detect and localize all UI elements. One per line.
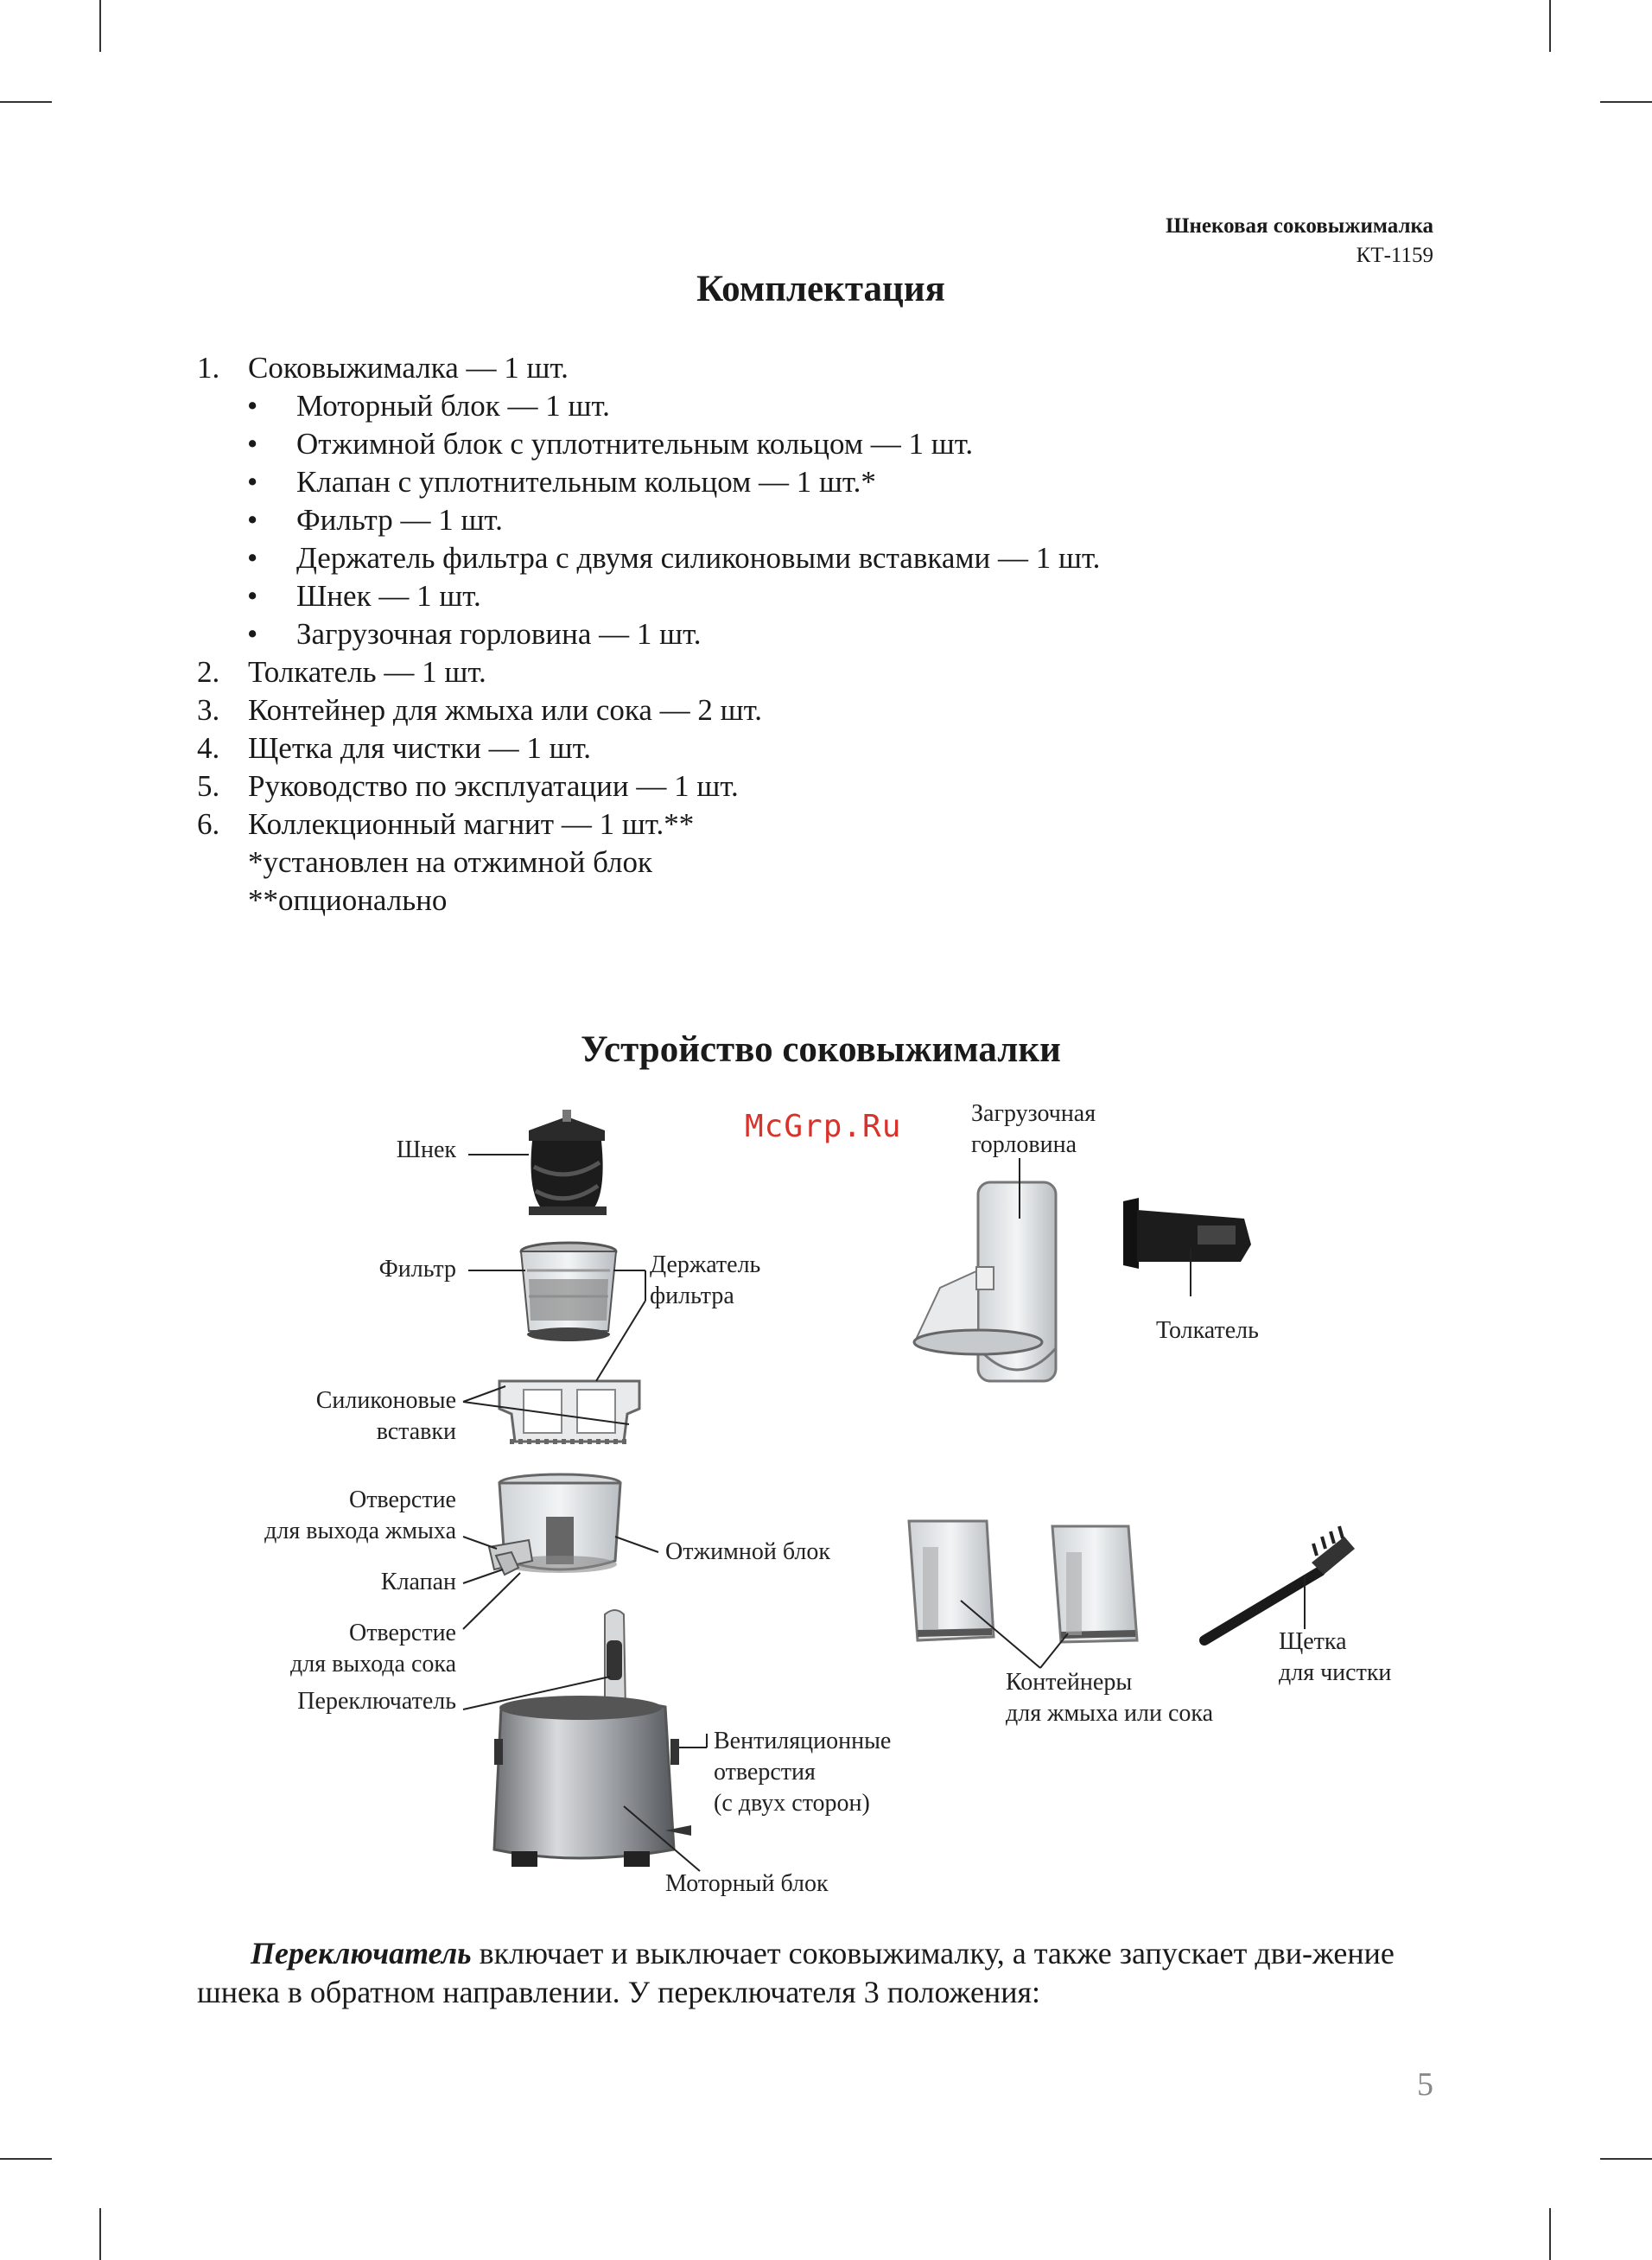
containers-illustration xyxy=(909,1521,1137,1642)
page-number: 5 xyxy=(1417,2066,1433,2103)
switch-term: Переключатель xyxy=(251,1936,472,1970)
label-juice-outlet-line2: для выхода сока xyxy=(290,1651,456,1677)
label-silicone-inserts-line1: Силиконовые xyxy=(315,1387,456,1414)
label-brush-line1: Щетка xyxy=(1279,1628,1347,1655)
running-header-model: КТ-1159 xyxy=(1356,244,1433,267)
label-motor-base: Моторный блок xyxy=(665,1870,829,1897)
label-pulp-outlet-line2: для выхода жмыха xyxy=(264,1518,456,1544)
label-auger: Шнек xyxy=(396,1136,456,1163)
label-brush-line2: для чистки xyxy=(1279,1659,1392,1686)
watermark: McGrp.Ru xyxy=(745,1109,902,1144)
label-vents-line1: Вентиляционные xyxy=(714,1728,892,1754)
label-vents-line2: отверстия xyxy=(714,1759,816,1786)
label-filter-holder-line2: фильтра xyxy=(650,1283,734,1309)
label-pulp-outlet-line1: Отверстие xyxy=(348,1487,456,1513)
label-juice-outlet-line1: Отверстие xyxy=(348,1620,456,1646)
switch-description-paragraph xyxy=(197,1934,1433,2012)
label-pusher: Толкатель xyxy=(1156,1317,1259,1344)
label-silicone-inserts-line2: вставки xyxy=(376,1418,456,1445)
label-valve: Клапан xyxy=(380,1569,456,1595)
label-filter-holder-line1: Держатель xyxy=(650,1251,761,1278)
auger-illustration xyxy=(529,1110,607,1215)
label-switch: Переключатель xyxy=(297,1688,456,1715)
pusher-illustration xyxy=(1123,1198,1251,1269)
juicing-bowl-illustration xyxy=(489,1474,620,1575)
section-title-device: Устройство соковыжималки xyxy=(581,1029,1061,1070)
filter-holder-illustration xyxy=(499,1381,639,1442)
motor-base-illustration xyxy=(494,1610,691,1867)
brush-illustration xyxy=(1204,1526,1355,1640)
label-feeding-chute-line1: Загрузочная xyxy=(971,1100,1096,1127)
label-juicing-bowl: Отжимной блок xyxy=(665,1538,830,1565)
feeding-chute-illustration xyxy=(914,1182,1056,1381)
filter-illustration xyxy=(521,1243,616,1341)
label-containers-line1: Контейнеры xyxy=(1006,1669,1133,1696)
label-containers-line2: для жмыха или сока xyxy=(1006,1700,1214,1727)
section-title-contents: Комплектация xyxy=(696,269,945,309)
label-filter: Фильтр xyxy=(378,1256,456,1283)
label-feeding-chute-line2: горловина xyxy=(971,1131,1077,1158)
label-vents-line3: (с двух сторон) xyxy=(714,1790,870,1817)
running-header-title: Шнековая соковыжималка xyxy=(1166,214,1433,238)
switch-description-text: включает и выключает соковыжималку, а также запускает дви-жение шнека в обратном направлении. У переключателя 3 положения: xyxy=(197,1936,1395,2009)
